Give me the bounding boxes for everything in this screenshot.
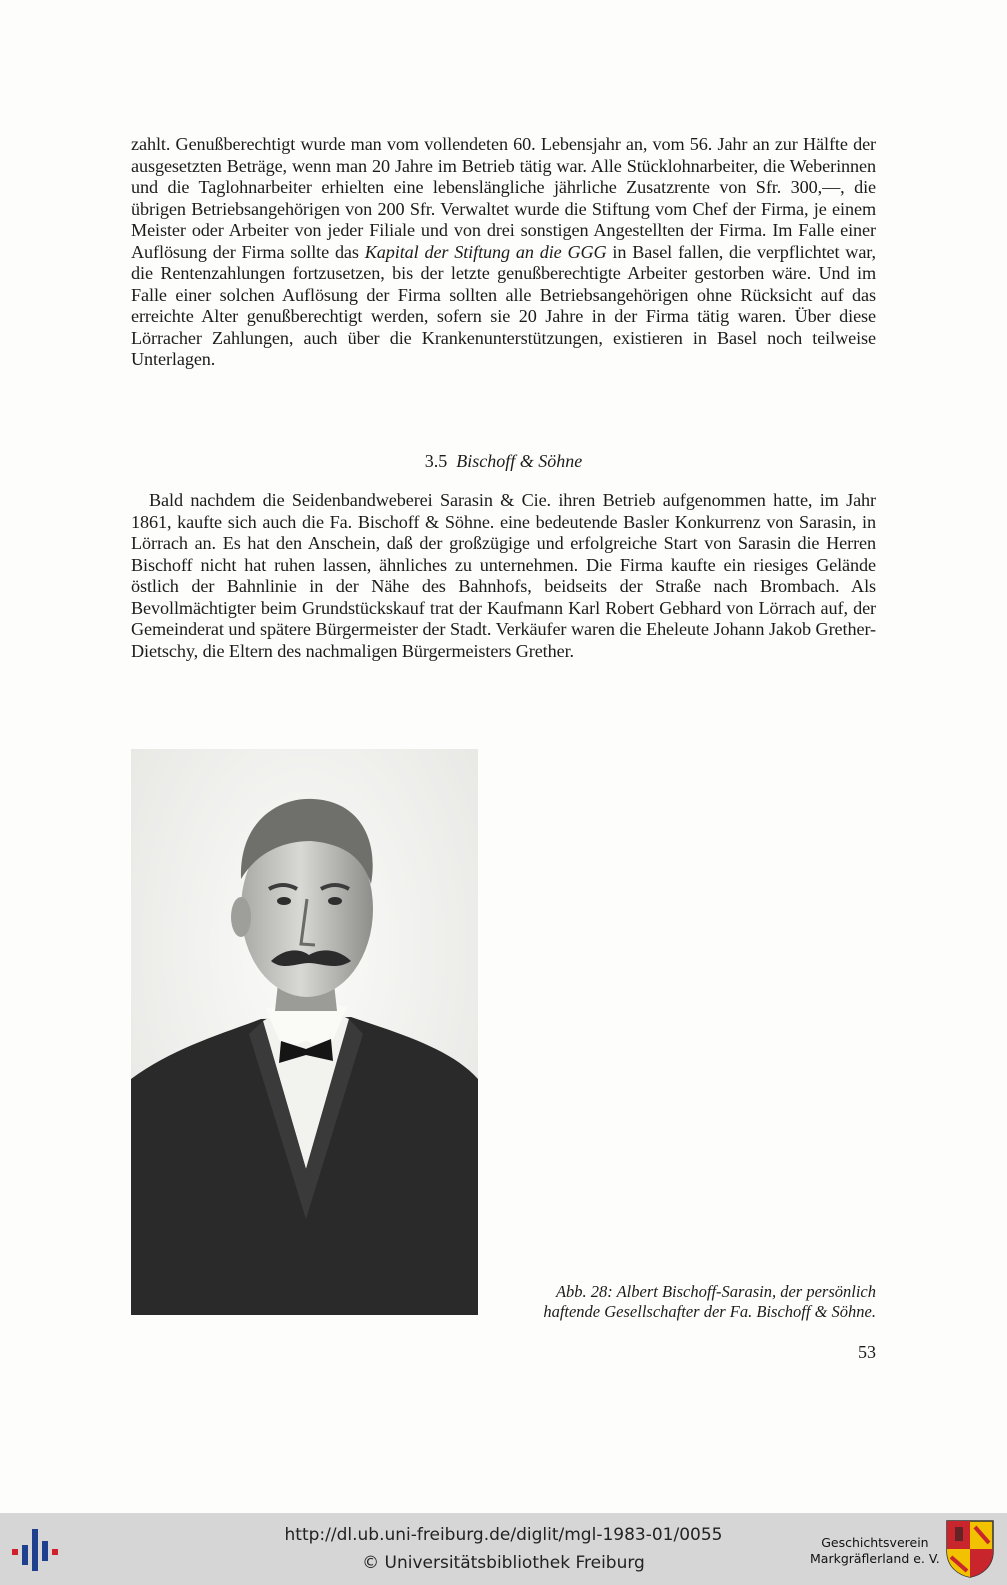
footer-copyright: © Universitätsbibliothek Freiburg: [362, 1553, 645, 1573]
figure-caption: [494, 1282, 876, 1322]
footer-url-link[interactable]: http://dl.ub.uni-freiburg.de/diglit/mgl-1983-01/0055: [284, 1525, 723, 1545]
body-paragraph-1: [131, 134, 876, 371]
body-paragraph-2: Bald nachdem die Seidenbandweberei Sarasin & Cie. ihren Betrieb aufgenommen hatte, im Jahr 1861, kaufte sich auch die Fa. Bischoff & Söhne. eine bedeutende Basler Konkurrenz von Sarasin, in Lörrach an. Es hat den Anschein, daß der großzügige und erfolgreiche Start von Sarasin die Herren Bischoff nicht hat ruhen lassen, ähnliches zu unternehmen. Die Firma kaufte ein riesiges Gelände östlich der Bahnlinie in der Nähe des Bahnhofs, beidseits der Straße nach Brombach. Als Bevollmächtigter beim Grundstückskauf trat der Kaufmann Karl Robert Gebhard von Lörrach auf, der Gemeinderat und spätere Bürgermeister der Stadt. Verkäufer waren die Eheleute Johann Jakob Grether-Dietschy, die Eltern des nachmaligen Bürgermeisters Grether.: [131, 490, 876, 661]
italic-phrase: Kapital der Stiftung an die GGG: [364, 241, 607, 262]
society-line-2: Markgräflerland e. V.: [810, 1551, 940, 1566]
paragraph-text-continued: in Basel fallen, die verpflichtet war, die Rentenzahlungen fortzusetzen, bis der letzte genußberechtigte Arbeiter gestorben wäre. Und im Falle einer solchen Auflösung der Firma sollten alle Betriebsangehörigen ohne Rücksicht auf das erreichte Alter genußberechtigt werden, sofern sie 20 Jahre in der Firma tätig waren. Über diese Lörracher Zahlungen, auch über die Krankenunterstützungen, existieren in Basel noch teilweise Unterlagen.: [131, 241, 876, 369]
society-line-1: Geschichtsverein: [821, 1535, 929, 1550]
section-number: 3.5: [424, 451, 448, 471]
coat-of-arms-icon: [945, 1519, 995, 1584]
page-number: 53: [858, 1342, 876, 1362]
society-name: [810, 1535, 940, 1567]
paragraph-text: zahlt. Genußberechtigt wurde man vom vollendeten 60. Lebensjahr an, vom 56. Jahr an zur Hälfte der ausgesetzten Beträge, wenn man 20 Jahre im Betrieb tätig war. Alle Stücklohnarbeiter, die Weberinnen und die Taglohnarbeiter erhielten eine lebenslängliche jährliche Zusatzrente von Sfr. 300,—, die übrigen Betriebsangehörigen von 200 Sfr. Verwaltet wurde die Stiftung vom Chef der Firma, je einem Meister oder Arbeiter von jeder Filiale und von drei sonstigen Angestellten der Firma. Im Falle einer Auflösung der Firma sollte das: [131, 134, 876, 262]
section-title: Bischoff & Söhne: [456, 451, 583, 471]
section-heading: [0, 451, 1007, 472]
portrait-photo: [131, 749, 478, 1315]
footer-bar: [0, 1513, 1007, 1585]
caption-line-2: haftende Gesellschafter der Fa. Bischoff & Söhne.: [543, 1302, 876, 1321]
caption-line-1: Abb. 28: Albert Bischoff-Sarasin, der persönlich: [555, 1282, 876, 1301]
